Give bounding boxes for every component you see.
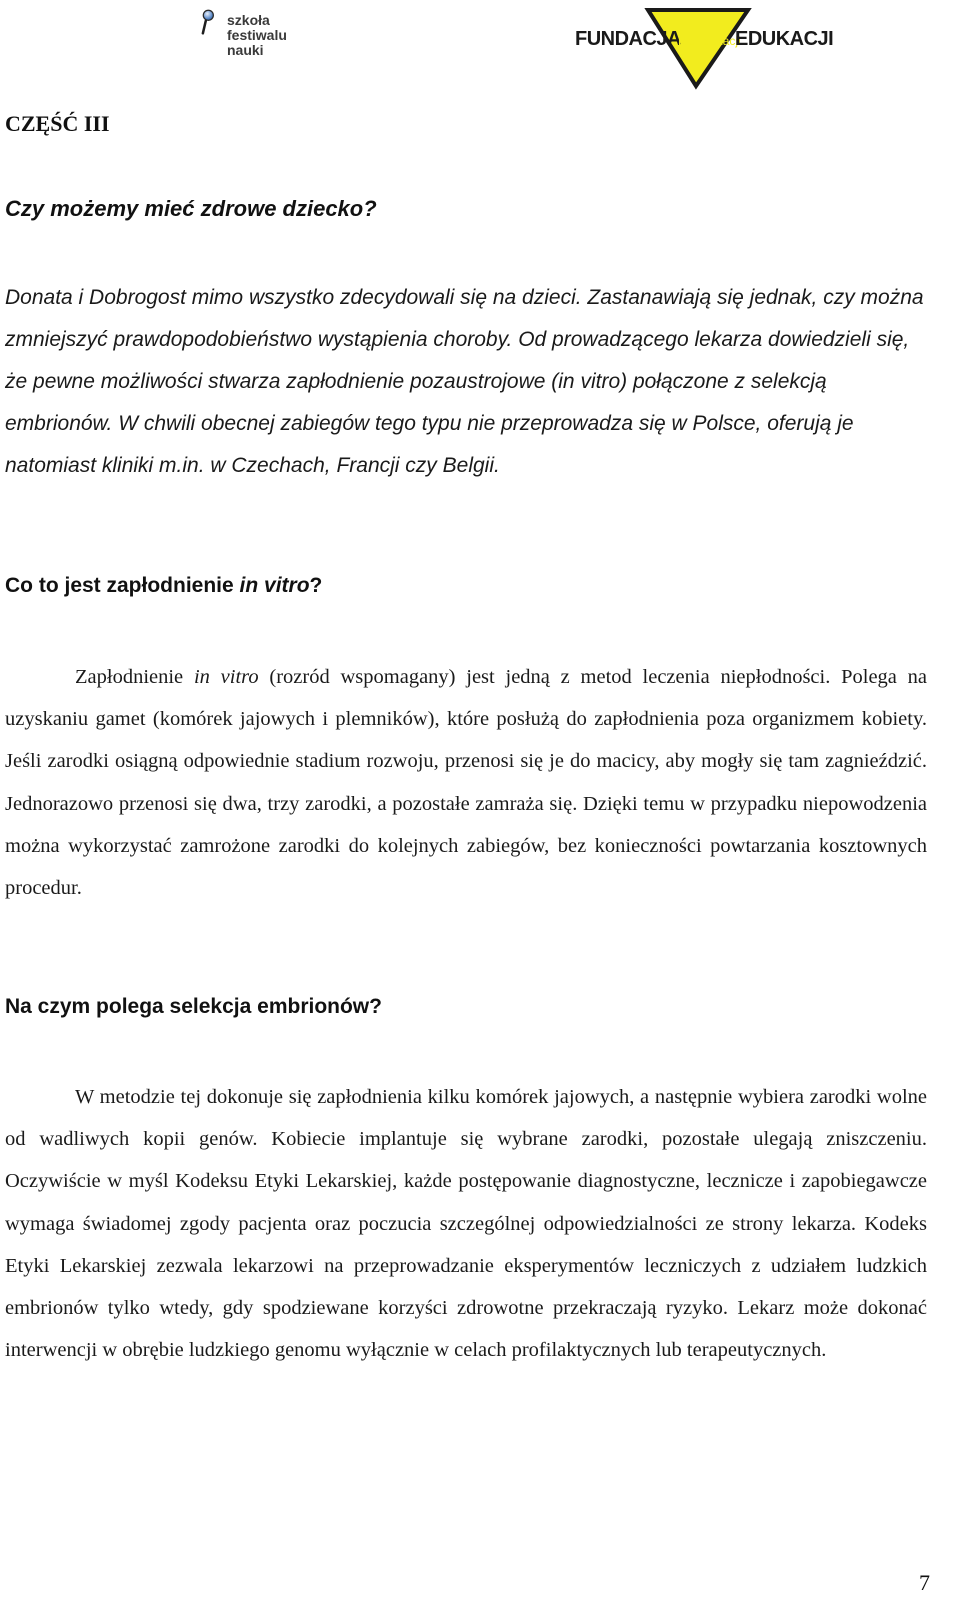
logo-word-bio: BioEdukacji xyxy=(678,34,741,48)
paragraph-in-vitro xyxy=(5,656,927,909)
part-title: CZĘŚĆ III xyxy=(5,111,110,136)
logo-fundacja-bioedukacji xyxy=(572,2,834,90)
page-number: 7 xyxy=(919,1570,930,1595)
logo-word-fundacja: FUNDACJA xyxy=(575,28,681,50)
heading-selekcja: Na czym polega selekcja embrionów? xyxy=(5,995,382,1018)
heading-in-vitro-text: Co to jest zapłodnienie xyxy=(5,574,240,597)
paragraph-selekcja: W metodzie tej dokonuje się zapłodnienia kilku komórek jajowych, a następnie wybiera zarodki wolne od wadliwych kopii genów. Kobiecie implantuje się wybrane zarodki, pozostałe ulegają zniszczeniu. Oczywiście w myśl Kodeksu Etyki Lekarskiej, każde postępowanie diagnostyczne, lecznicze i zapobiegawcze wymaga świadomej zgody pacjenta oraz poczucia szczególnej odpowiedzialności ze strony lekarza. Kodeks Etyki Lekarskiej zezwala lekarzowi na przeprowadzanie eksperymentów leczniczych z udziałem ludzkich embrionów tylko wtedy, gdy spodziewane korzyści zdrowotne przekraczają ryzyko. Lekarz może dokonać interwencji w obrębie ludzkiego genomu wyłącznie w celach profilaktycznych lub terapeutycznych. xyxy=(5,1086,927,1362)
heading-in-vitro-italic: in vitro xyxy=(239,574,310,597)
question-title: Czy możemy mieć zdrowe dziecko? xyxy=(5,196,377,221)
paragraph-in-vitro-rest: (rozród wspomagany) jest jedną z metod leczenia niepłodności. Polega na uzyskaniu gamet (komórek jajowych i plemników), które posłużą do zapłodnienia poza organizmem kobiety. Jeśli zarodki osiągną odpowiednie stadium rozwoju, przenosi się je do macicy, aby mogły się tam zagnieździć. Jednorazowo przenosi się dwa, trzy zarodki, a pozostałe zamraża się. Dzięki temu w przypadku niepowodzenia można wykorzystać zamrożone zarodki do kolejnych zabiegów, bez konieczności powtarzania kosztownych procedur. xyxy=(5,666,928,900)
heading-in-vitro-suffix: ? xyxy=(309,574,323,597)
paragraph-in-vitro-italic: in vitro xyxy=(193,666,259,688)
logo-left-text: szkoła festiwalu nauki xyxy=(227,12,287,58)
paragraph-in-vitro-start: Zapłodnienie xyxy=(75,666,194,688)
logo-szkola-festiwalu-nauki xyxy=(183,3,287,73)
magnifier-icon xyxy=(197,9,223,35)
logo-word-edukacji: EDUKACJI xyxy=(735,28,834,50)
heading-in-vitro xyxy=(5,574,322,598)
intro-paragraph: Donata i Dobrogost mimo wszystko zdecydowali się na dzieci. Zastanawiają się jednak, czy można zmniejszyć prawdopodobieństwo wystąpienia choroby. Od prowadzącego lekarza dowiedzieli się, że pewne możliwości stwarza zapłodnienie pozaustrojowe (in vitro) połączone z selekcją embrionów. W chwili obecnej zabiegów tego typu nie przeprowadza się w Polsce, oferują je natomiast kliniki m.in. w Czechach, Francji czy Belgii. xyxy=(5,286,924,477)
